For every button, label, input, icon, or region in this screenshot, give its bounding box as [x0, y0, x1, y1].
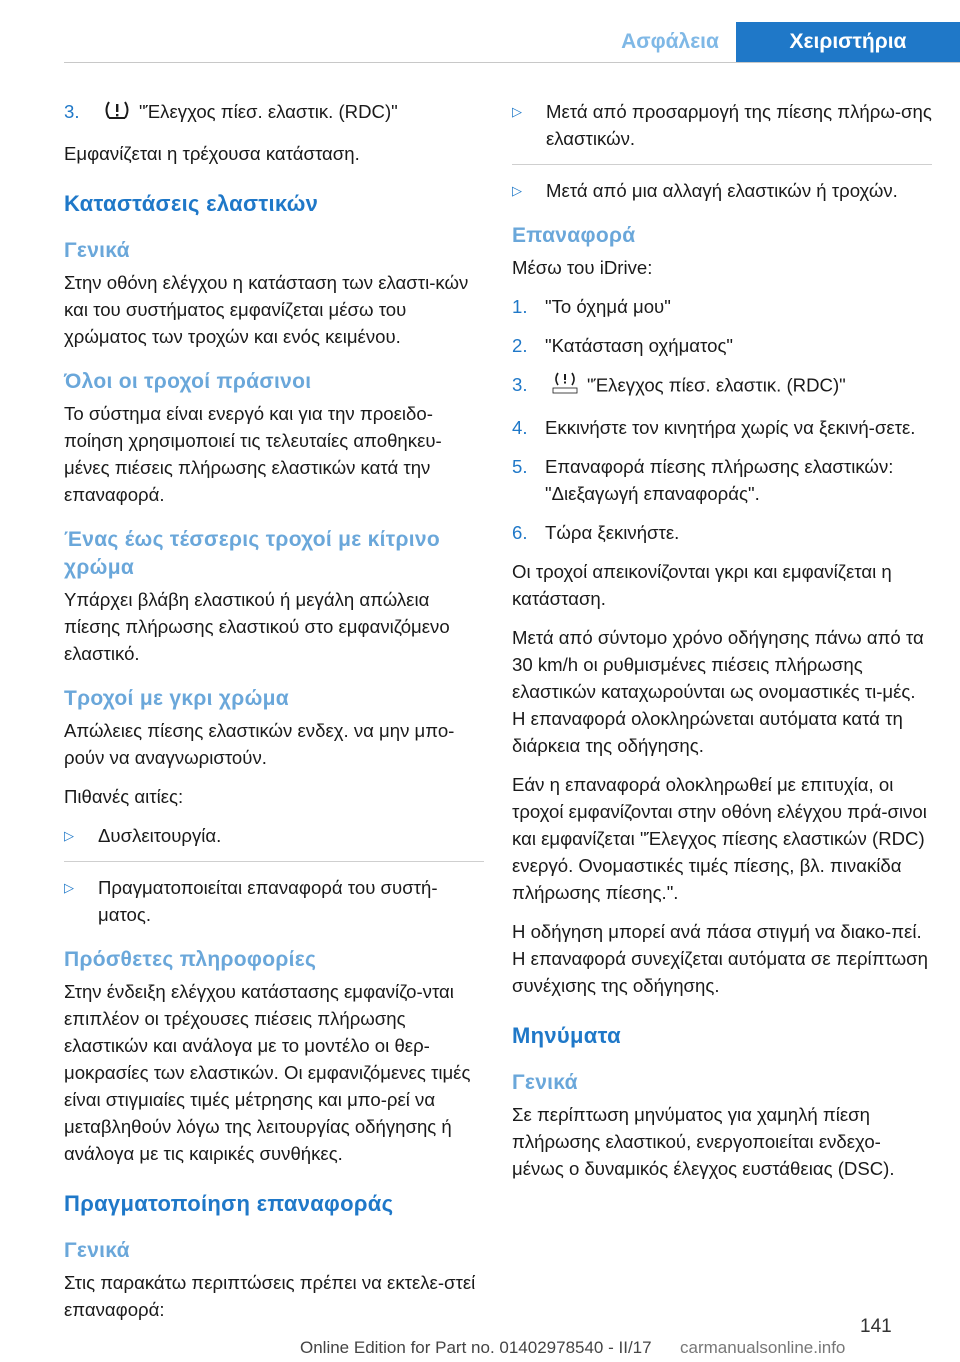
list-number: 5.: [512, 456, 528, 477]
paragraph: Στις παρακάτω περιπτώσεις πρέπει να εκτελε-στεί επαναφορά:: [64, 1271, 476, 1320]
tab-controls[interactable]: Χειριστήρια: [736, 22, 960, 62]
tire-pressure-warning-icon: [103, 99, 131, 128]
left-column: [64, 98, 484, 1335]
list-item-text: "Έλεγχος πίεσ. ελαστικ. (RDC)": [139, 101, 398, 122]
paragraph: Το σύστημα είναι ενεργό και για την προειδο-ποίηση χρησιμοποιεί τις τελευταίες αποθηκευ-μένες πιέσεις πλήρωσης ελαστικών κατά την επαναφορά.: [64, 402, 442, 505]
paragraph: Η οδήγηση μπορεί ανά πάσα στιγμή να διακο-πεί. Η επαναφορά συνεχίζεται αυτόματα σε περίπτωση συνέχισης της οδήγησης.: [512, 921, 928, 996]
divider: [512, 164, 932, 165]
subheading: Τροχοί με γκρι χρώμα: [64, 686, 289, 710]
paragraph: Εμφανίζεται η τρέχουσα κατάσταση.: [64, 142, 360, 164]
list-number: 1.: [512, 296, 528, 317]
list-number: 3.: [512, 374, 528, 395]
triangle-right-icon: ▷: [64, 827, 74, 843]
paragraph: Στην οθόνη ελέγχου η κατάσταση των ελαστι-κών και του συστήματος εμφανίζεται μέσω του χρώματος των τροχών και ενός κειμένου.: [64, 271, 469, 347]
list-item-text: Επαναφορά πίεσης πλήρωσης ελαστικών: "Διεξαγωγή επαναφοράς".: [545, 456, 894, 504]
list-item-text: "Κατάσταση οχήματος": [545, 335, 734, 356]
bullet-text: Μετά από μια αλλαγή ελαστικών ή τροχών.: [546, 180, 898, 201]
subheading: Πρόσθετες πληροφορίες: [64, 947, 317, 971]
list-number: 2.: [512, 335, 528, 356]
list-item: [64, 98, 484, 128]
triangle-right-icon: ▷: [512, 183, 522, 198]
bullet-item: [64, 874, 484, 928]
list-item-text: "Το όχημά μου": [545, 296, 671, 317]
header-divider: [64, 62, 960, 63]
section-heading: Πραγματοποίηση επαναφοράς: [64, 1190, 394, 1216]
triangle-right-icon: ▷: [512, 104, 522, 119]
bullet-item: [64, 822, 484, 849]
section-heading: Μηνύματα: [512, 1023, 621, 1048]
triangle-right-icon: ▷: [64, 879, 74, 895]
bullet-text: Δυσλειτουργία.: [98, 824, 222, 846]
header-bar: [0, 22, 960, 62]
bullet-text: Μετά από προσαρμογή της πίεσης πλήρω-σης ελαστικών.: [546, 101, 932, 149]
paragraph: Μέσω του iDrive:: [512, 257, 653, 278]
subheading: Γενικά: [64, 238, 130, 262]
right-column: [512, 98, 932, 1194]
list-item: [512, 371, 932, 402]
paragraph: Απώλειες πίεσης ελαστικών ενδεχ. να μην μπο-ρούν να αναγνωριστούν.: [64, 719, 455, 768]
paragraph: Πιθανές αιτίες:: [64, 785, 184, 807]
paragraph: Μετά από σύντομο χρόνο οδήγησης πάνω από τα 30 km/h οι ρυθμισμένες πιέσεις πλήρωσης ελαστικών καταχωρούνται ως ονομαστικές τι-μές. Η επαναφορά ολοκληρώνεται αυτόματα κατά τη διάρκεια της οδήγησης.: [512, 627, 924, 756]
paragraph: Σε περίπτωση μηνύματος για χαμηλή πίεση πλήρωσης ελαστικού, ενεργοποιείται ενδεχο-μένως ο δυναμικός έλεγχος ευστάθειας (DSC).: [512, 1104, 895, 1179]
list-number: 3.: [64, 101, 80, 122]
edition-footer: Online Edition for Part no. 01402978540 - II/17: [300, 1338, 652, 1357]
page-number: 141: [860, 1316, 892, 1337]
list-item: [512, 519, 932, 546]
list-item: [512, 293, 932, 320]
tire-pressure-reset-icon: [551, 371, 579, 402]
list-item-text: Εκκινήστε τον κινητήρα χωρίς να ξεκινή-σετε.: [545, 417, 916, 438]
tab-safety[interactable]: Ασφάλεια: [606, 22, 734, 62]
subheading: Ένας έως τέσσερις τροχοί με κίτρινο χρώμα: [64, 527, 441, 579]
bullet-item: [512, 98, 932, 152]
paragraph: Εάν η επαναφορά ολοκληρωθεί με επιτυχία, οι τροχοί εμφανίζονται στην οθόνη ελέγχου πρά-σινοι και εμφανίζεται "Έλεγχος πίεσης ελαστικών (RDC) ενεργό. Ονομαστικές τιμές πίεσης, βλ. πινακίδα πλήρωσης πίεσης.".: [512, 774, 927, 903]
paragraph: Υπάρχει βλάβη ελαστικού ή μεγάλη απώλεια πίεσης πλήρωσης ελαστικού στο εμφανιζόμενο ελαστικό.: [64, 588, 450, 664]
bullet-text: Πραγματοποιείται επαναφορά του συστή-ματος.: [98, 876, 438, 925]
list-item: [512, 453, 932, 507]
subheading: Όλοι οι τροχοί πράσινοι: [64, 369, 312, 393]
list-number: 4.: [512, 417, 528, 438]
list-item-text: Τώρα ξεκινήστε.: [545, 522, 680, 543]
bullet-item: [512, 177, 932, 204]
paragraph: Οι τροχοί απεικονίζονται γκρι και εμφανίζεται η κατάσταση.: [512, 561, 892, 609]
subheading: Επαναφορά: [512, 224, 636, 247]
subheading: Γενικά: [64, 1238, 130, 1262]
paragraph: Στην ένδειξη ελέγχου κατάστασης εμφανίζο-νται επιπλέον οι τρέχουσες πιέσεις πλήρωσης ελαστικών και ανάλογα με το μοντέλο οι θερ-μοκρασίες των ελαστικών. Οι εμφανιζόμενες τιμές είναι στιγμιαίες τιμές μέτρησης και μπο-ρεί να μεταβληθούν λόγω της λειτουργίας οδήγησης ή ανάλογα με τις καιρικές συνθήκες.: [64, 980, 471, 1164]
list-number: 6.: [512, 522, 528, 543]
site-watermark: carmanualsonline.info: [680, 1338, 846, 1357]
divider: [64, 861, 484, 862]
list-item: [512, 332, 932, 359]
list-item: [512, 414, 932, 441]
subheading: Γενικά: [512, 1071, 578, 1094]
list-item-text: "Έλεγχος πίεσ. ελαστικ. (RDC)": [587, 374, 846, 396]
section-heading: Καταστάσεις ελαστικών: [64, 190, 319, 216]
